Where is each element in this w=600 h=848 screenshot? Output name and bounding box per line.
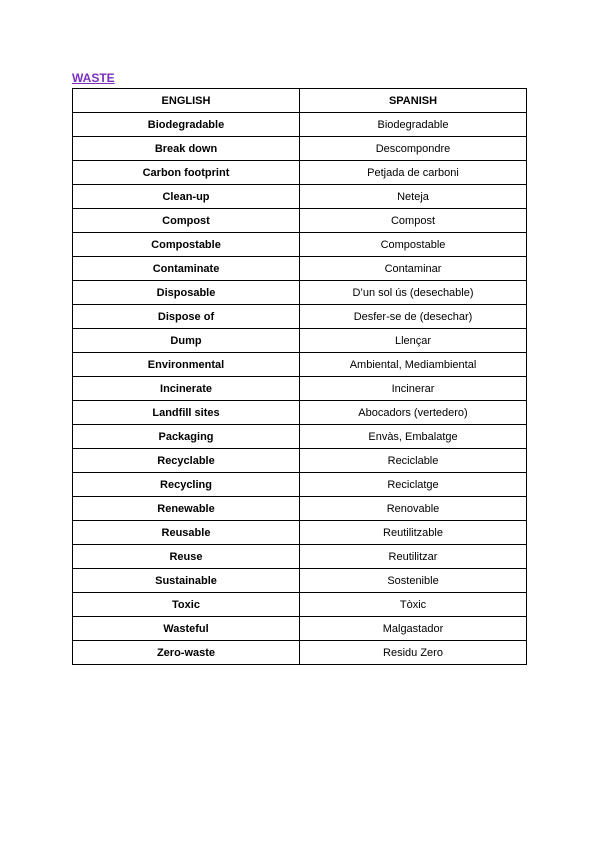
english-term: Wasteful xyxy=(73,617,300,641)
english-term: Biodegradable xyxy=(73,113,300,137)
english-term: Sustainable xyxy=(73,569,300,593)
english-term: Reuse xyxy=(73,545,300,569)
spanish-term: Reciclatge xyxy=(300,473,527,497)
english-term: Landfill sites xyxy=(73,401,300,425)
table-row xyxy=(73,305,527,329)
english-term: Renewable xyxy=(73,497,300,521)
english-term: Carbon footprint xyxy=(73,161,300,185)
english-term: Dump xyxy=(73,329,300,353)
vocabulary-table xyxy=(72,88,527,665)
column-header-english: ENGLISH xyxy=(73,89,300,113)
table-body xyxy=(73,113,527,665)
table-row xyxy=(73,233,527,257)
spanish-term: Petjada de carboni xyxy=(300,161,527,185)
table-row xyxy=(73,353,527,377)
table-row xyxy=(73,497,527,521)
table-row xyxy=(73,545,527,569)
table-row xyxy=(73,161,527,185)
table-row xyxy=(73,569,527,593)
spanish-term: Descompondre xyxy=(300,137,527,161)
table-row xyxy=(73,257,527,281)
table-row xyxy=(73,281,527,305)
spanish-term: Ambiental, Mediambiental xyxy=(300,353,527,377)
table-header-row xyxy=(73,89,527,113)
table-row xyxy=(73,209,527,233)
spanish-term: Incinerar xyxy=(300,377,527,401)
english-term: Reusable xyxy=(73,521,300,545)
spanish-term: Compost xyxy=(300,209,527,233)
spanish-term: Envàs, Embalatge xyxy=(300,425,527,449)
spanish-term: Desfer-se de (desechar) xyxy=(300,305,527,329)
english-term: Dispose of xyxy=(73,305,300,329)
english-term: Packaging xyxy=(73,425,300,449)
spanish-term: Contaminar xyxy=(300,257,527,281)
table-row xyxy=(73,593,527,617)
table-row xyxy=(73,521,527,545)
table-row xyxy=(73,473,527,497)
english-term: Disposable xyxy=(73,281,300,305)
table-row xyxy=(73,401,527,425)
spanish-term: Sostenible xyxy=(300,569,527,593)
table-row xyxy=(73,377,527,401)
table-row xyxy=(73,329,527,353)
english-term: Compost xyxy=(73,209,300,233)
english-term: Recycling xyxy=(73,473,300,497)
table-row xyxy=(73,425,527,449)
spanish-term: Tòxic xyxy=(300,593,527,617)
spanish-term: Reutilitzar xyxy=(300,545,527,569)
table-row xyxy=(73,449,527,473)
english-term: Break down xyxy=(73,137,300,161)
spanish-term: Llençar xyxy=(300,329,527,353)
spanish-term: Biodegradable xyxy=(300,113,527,137)
english-term: Incinerate xyxy=(73,377,300,401)
spanish-term: Neteja xyxy=(300,185,527,209)
page-title-link[interactable]: WASTE xyxy=(72,71,115,85)
english-term: Compostable xyxy=(73,233,300,257)
column-header-spanish: SPANISH xyxy=(300,89,527,113)
english-term: Toxic xyxy=(73,593,300,617)
english-term: Clean-up xyxy=(73,185,300,209)
spanish-term: Residu Zero xyxy=(300,641,527,665)
english-term: Zero-waste xyxy=(73,641,300,665)
english-term: Recyclable xyxy=(73,449,300,473)
spanish-term: Compostable xyxy=(300,233,527,257)
table-row xyxy=(73,185,527,209)
spanish-term: Malgastador xyxy=(300,617,527,641)
spanish-term: Renovable xyxy=(300,497,527,521)
spanish-term: Abocadors (vertedero) xyxy=(300,401,527,425)
table-row xyxy=(73,137,527,161)
table-row xyxy=(73,617,527,641)
english-term: Contaminate xyxy=(73,257,300,281)
spanish-term: D’un sol ús (desechable) xyxy=(300,281,527,305)
english-term: Environmental xyxy=(73,353,300,377)
spanish-term: Reutilitzable xyxy=(300,521,527,545)
table-row xyxy=(73,641,527,665)
spanish-term: Reciclable xyxy=(300,449,527,473)
table-row xyxy=(73,113,527,137)
